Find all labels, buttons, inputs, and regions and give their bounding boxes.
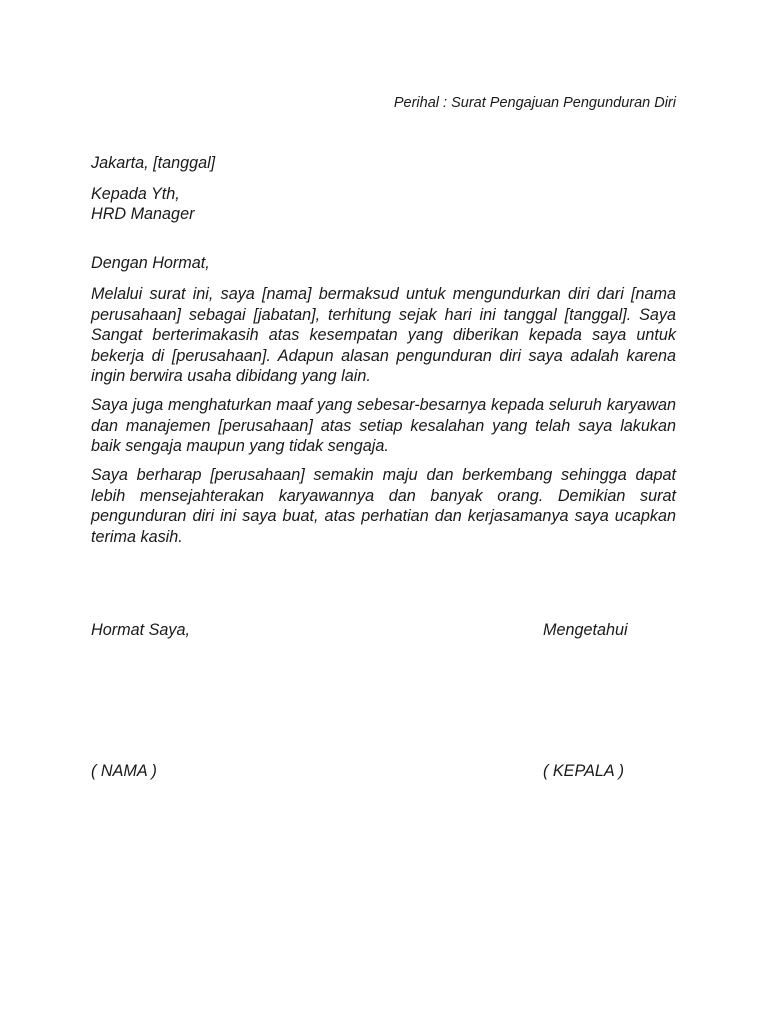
closing-sender: Hormat Saya, (91, 621, 190, 639)
body-paragraph-3: Saya berharap [perusahaan] semakin maju dan berkembang sehingga dapat lebih mensejahterakan karyawannya dan banyak orang. Demikian surat pengunduran diri ini saya buat, atas perhatian dan kerjasamanya saya ucapkan terima kasih. (91, 466, 676, 546)
closing-approver: Mengetahui (543, 621, 628, 639)
body-paragraph-1: Melalui surat ini, saya [nama] bermaksud untuk mengundurkan diri dari [nama perusahaan] sebagai [jabatan], terhitung sejak hari ini tanggal [tanggal]. Saya Sangat berterimakasih atas kesempatan yang diberikan kepada saya untuk bekerja di [perusahaan]. Adapun alasan pengunduran diri saya adalah karena ingin berwira usaha dibidang yang lain. (91, 285, 676, 385)
subject-line: Perihal : Surat Pengajuan Pengunduran Diri (393, 95, 676, 111)
recipient-greeting: Kepada Yth, (91, 185, 180, 203)
signature-name: ( NAMA ) (91, 762, 157, 780)
salutation: Dengan Hormat, (91, 254, 210, 272)
signature-head: ( KEPALA ) (543, 762, 624, 780)
body-paragraph-2: Saya juga menghaturkan maaf yang sebesar-besarnya kepada seluruh karyawan dan manajemen [perusahaan] atas setiap kesalahan yang telah saya lakukan baik sengaja maupun yang tidak sengaja. (91, 396, 676, 455)
place-date: Jakarta, [tanggal] (91, 154, 216, 172)
recipient-title: HRD Manager (91, 205, 195, 223)
